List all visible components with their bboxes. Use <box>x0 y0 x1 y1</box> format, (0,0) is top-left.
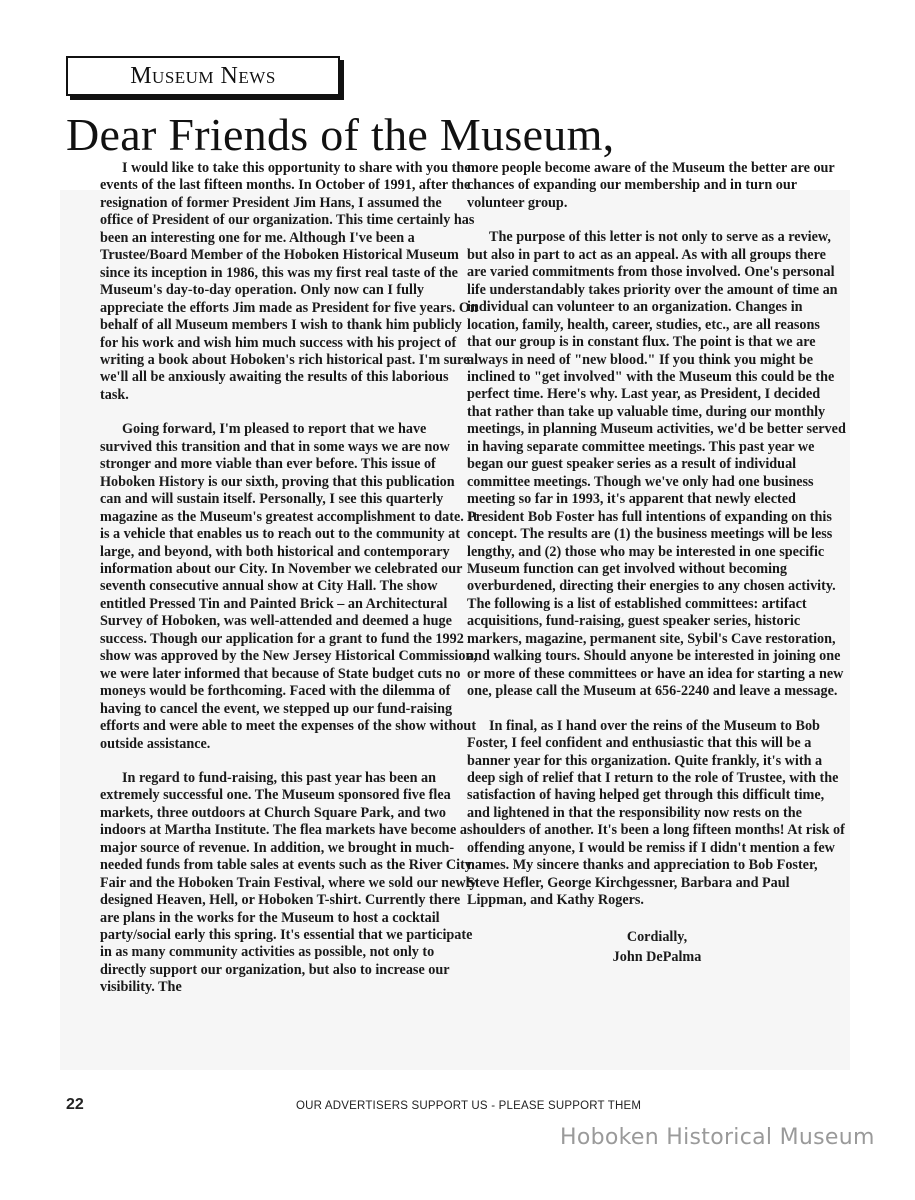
paragraph-fund-raising: In regard to fund-raising, this past year has been an extremely successful one. The Museum sponsored five flea markets, three outdoors at Church Square Park, and two indoors at Martha Institute. The flea markets have become a major source of revenue. In addition, we brought in much-needed funds from table sales at events such as the River City Fair and the Hoboken Train Festival, where we sold our newly designed Heaven, Hell, or Hoboken T-shirt. Currently there are plans in the works for the Museum to host a cocktail party/social early this spring. It's essential that we participate in as many community activities as possible, not only to directly support our organization, but also to increase our visibility. The <box>100 769 477 996</box>
signoff-name: John DePalma <box>612 948 702 965</box>
footer-slogan: OUR ADVERTISERS SUPPORT US - PLEASE SUPPORT THEM <box>296 1100 642 1112</box>
paragraph-continuation: more people become aware of the Museum the better are our chances of expanding our membership and in turn our volunteer group. <box>467 160 835 211</box>
watermark: Hoboken Historical Museum <box>560 1125 875 1150</box>
page-title: Dear Friends of the Museum, <box>66 109 615 160</box>
signoff-closing: Cordially, <box>626 928 688 945</box>
paragraph-appeal: The purpose of this letter is not only to serve as a review, but also in part to act as an appeal. As with all groups there are varied commitments from those involved. One's personal life understandably takes priority over the amount of time an individual can volunteer to an organization. Changes in location, family, health, career, studies, etc., are all reasons that our group is in constant flux. The point is that we are always in need of "new blood." If you think you might be inclined to "get involved" with the Museum this could be the perfect time. Here's why. Last year, as President, I decided that rather than take up valuable time, during our monthly meetings, in planning Museum activities, we'd be better served in having separate committee meetings. This past year we began our guest speaker series as a result of individual committee meetings. Though we've only had one business meeting so far in 1993, it's apparent that newly elected President Bob Foster has full intentions of expanding on this concept. The results are (1) the business meetings will be less lengthy, and (2) those who may be interested in one specific Museum function can get involved without becoming overburdened, directing their energies to any chosen activity. The following is a list of established committees: artifact acquisitions, fund-raising, guest speaker series, historic markers, magazine, permanent site, Sybil's Cave restoration, and walking tours. Should anyone be interested in joining one or more of these committees or have an idea for starting a new one, please call the Museum at 656-2240 and leave a message. <box>467 229 846 700</box>
section-tag: Museum News <box>66 56 340 96</box>
right-column <box>467 160 847 967</box>
paragraph-going-forward: Going forward, I'm pleased to report that we have survived this transition and that in some ways we are now stronger and more viable than ever before. This issue of Hoboken History is our sixth, proving that this publication can and will sustain itself. Personally, I see this quarterly magazine as the Museum's greatest accomplishment to date. It is a vehicle that enables us to reach out to the community at large, and beyond, with both historical and contemporary information about our City. In November we celebrated our seventh consecutive annual show at City Hall. The show entitled Pressed Tin and Painted Brick – an Architectural Survey of Hoboken, was well-attended and deemed a huge success. Though our application for a grant to fund the 1992 show was approved by the New Jersey Historical Commission, we were later informed that because of State budget cuts no moneys would be forthcoming. Faced with the dilemma of having to cancel the event, we stepped up our fund-raising efforts and were able to meet the expenses of the show without outside assistance. <box>100 421 478 752</box>
signoff <box>567 927 747 967</box>
page-number: 22 <box>66 1096 84 1113</box>
paragraph-in-final: In final, as I hand over the reins of the Museum to Bob Foster, I feel confident and enthusiastic that this will be a banner year for this organization. Quite frankly, it's with a deep sigh of relief that I return to the role of Trustee, with the satisfaction of having helped get through this difficult time, and lightened in that the responsibility now rests on the shoulders of another. It's been a long fifteen months! At risk of offending anyone, I would be remiss if I didn't mention a few names. My sincere thanks and appreciation to Bob Foster, Steve Hefler, George Kirchgessner, Barbara and Paul Lippman, and Kathy Rogers. <box>467 717 845 909</box>
paragraph-intro: I would like to take this opportunity to share with you the events of the last fifteen months. In October of 1991, after the resignation of former President Jim Hans, I assumed the office of President of our organization. This time certainly has been an interesting one for me. Although I've been a Trustee/Board Member of the Hoboken Historical Museum since its inception in 1986, this was my first real taste of the Museum's day-to-day operation. Only now can I fully appreciate the efforts Jim made as President for five years. On behalf of all Museum members I wish to thank him publicly for his work and wish him much success with his project of writing a book about Hoboken's rich historical past. I'm sure we'll all be anxiously awaiting the results of this laborious task. <box>100 160 478 403</box>
left-column <box>100 160 478 1014</box>
